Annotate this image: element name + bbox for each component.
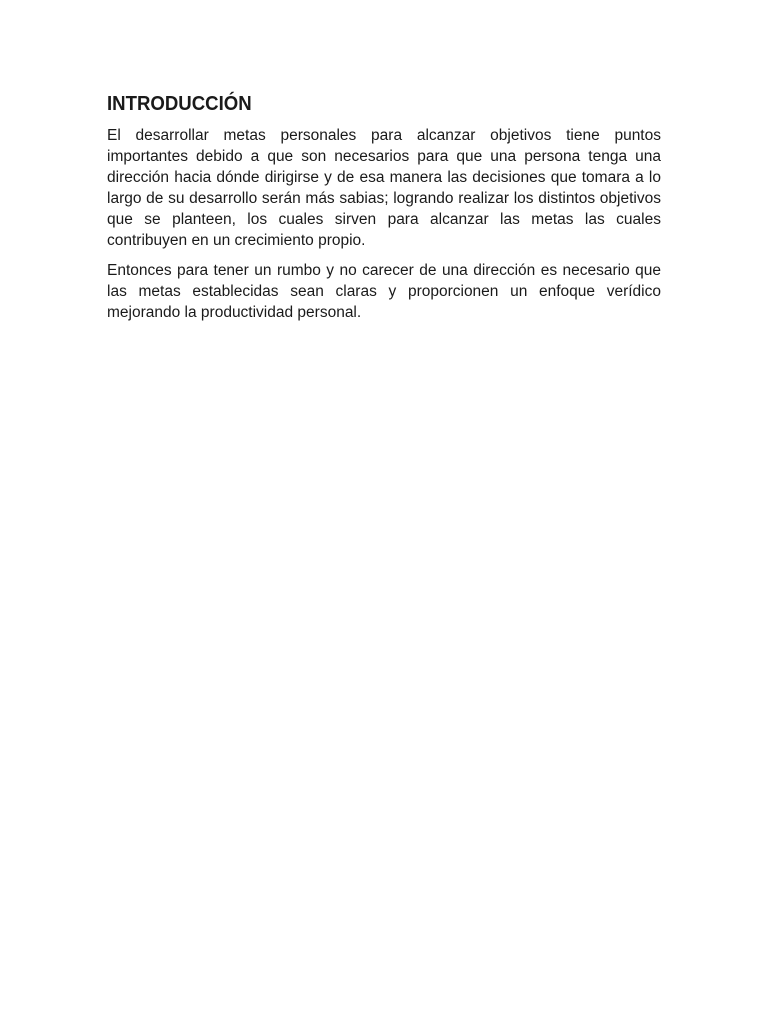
document-body bbox=[107, 92, 661, 332]
paragraph-1: El desarrollar metas personales para alcanzar objetivos tiene puntos importantes debido a que son necesarios para que una persona tenga una dirección hacia dónde dirigirse y de esa manera las decisiones que tomara a lo largo de su desarrollo serán más sabias; logrando realizar los distintos objetivos que se planteen, los cuales sirven para alcanzar las metas las cuales contribuyen en un crecimiento propio. bbox=[107, 127, 661, 249]
paragraph-2: Entonces para tener un rumbo y no carecer de una dirección es necesario que las metas establecidas sean claras y proporcionen un enfoque verídico mejorando la productividad personal. bbox=[107, 262, 661, 321]
section-heading: INTRODUCCIÓN bbox=[107, 93, 252, 115]
